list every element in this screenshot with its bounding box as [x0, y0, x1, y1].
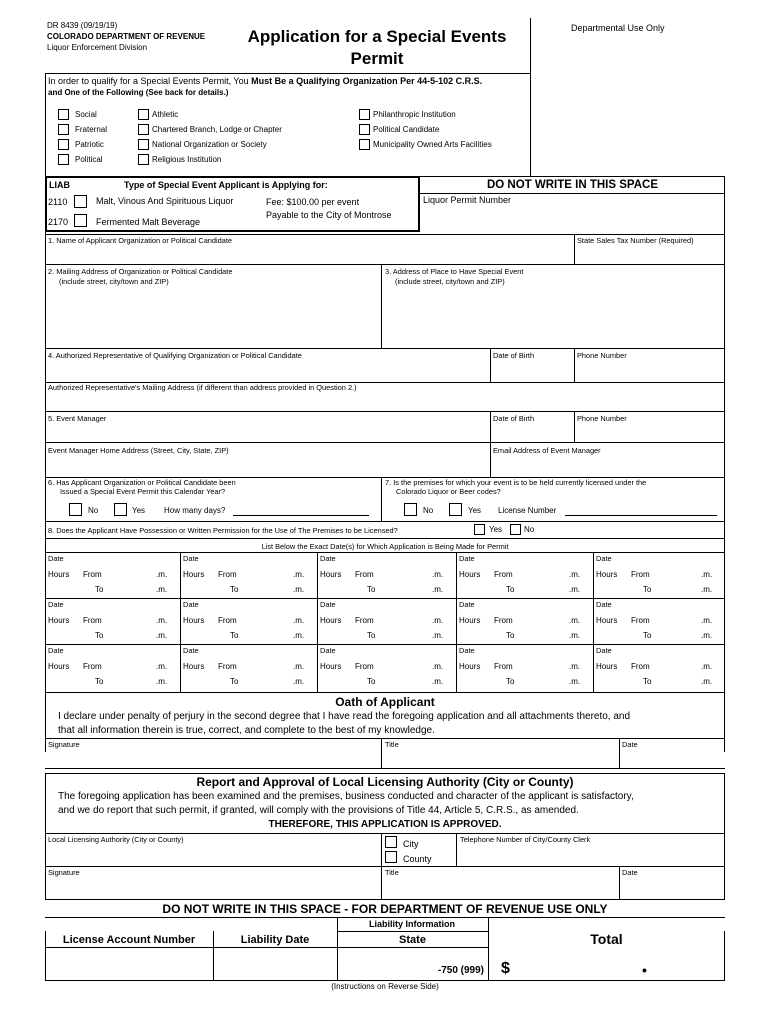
patriotic-label: Patriotic [75, 140, 104, 149]
q6-no-checkbox[interactable] [69, 503, 82, 516]
applicant-name-field[interactable] [48, 248, 572, 262]
from-label: From [631, 616, 650, 625]
mailing-address-field[interactable] [48, 290, 378, 345]
from-meridiem-label: .m. [293, 662, 305, 671]
philanthropic-checkbox[interactable] [359, 109, 370, 120]
licensing-authority-label: Local Licensing Authority (City or County) [48, 835, 184, 844]
hours-label: Hours [48, 570, 70, 579]
hours-label: Hours [596, 616, 618, 625]
to-meridiem-label: .m. [293, 677, 305, 686]
date-label: Date [183, 554, 199, 563]
dollar-sign: $ [501, 960, 510, 977]
q8-yes-label: Yes [489, 525, 503, 534]
to-label: To [643, 585, 652, 594]
to-meridiem-label: .m. [701, 631, 713, 640]
to-meridiem-label: .m. [432, 631, 444, 640]
manager-email-label: Email Address of Event Manager [493, 446, 601, 455]
sales-tax-number-label: State Sales Tax Number (Required) [577, 236, 694, 245]
division-name: Liquor Enforcement Division [47, 43, 148, 52]
philanthropic-label: Philanthropic Institution [373, 110, 456, 119]
report-heading: Report and Approval of Local Licensing Authority (City or County) [196, 775, 574, 789]
departmental-use-label: Departmental Use Only [571, 23, 665, 33]
municipality-arts-label: Municipality Owned Arts Facilities [373, 140, 492, 149]
county-label: County [403, 854, 432, 864]
form-title: Application for a Special Events [247, 27, 507, 46]
hours-label: Hours [320, 662, 342, 671]
to-meridiem-label: .m. [569, 585, 581, 594]
national-org-label: National Organization or Society [152, 140, 267, 149]
qualify-instruction: In order to qualify for a Special Events Permit, You Must Be a Qualifying Organization Per 44-5-102 C.R.S. [48, 76, 483, 86]
patriotic-checkbox[interactable] [58, 139, 69, 150]
hours-label: Hours [183, 570, 205, 579]
dates-heading: List Below the Exact Date(s) for Which Application is Being Made for Permit [261, 542, 509, 551]
clerk-telephone-label: Telephone Number of City/County Clerk [460, 835, 591, 844]
from-label: From [83, 570, 102, 579]
hours-label: Hours [459, 662, 481, 671]
q8-label: 8. Does the Applicant Have Possession or Written Permission for the Use of The Premises to be Licensed? [48, 526, 398, 535]
from-meridiem-label: .m. [156, 662, 168, 671]
hours-label: Hours [183, 662, 205, 671]
mailing-address-hint: (include street, city/town and ZIP) [59, 277, 169, 286]
manager-address-label: Event Manager Home Address (Street, City, State, ZIP) [48, 446, 229, 455]
liquor-permit-number-label: Liquor Permit Number [423, 195, 512, 205]
liab-code-2110: 2110 [48, 197, 68, 207]
chartered-branch-label: Chartered Branch, Lodge or Chapter [152, 125, 282, 134]
how-many-days-field[interactable] [233, 515, 369, 516]
to-meridiem-label: .m. [156, 677, 168, 686]
from-label: From [631, 662, 650, 671]
to-meridiem-label: .m. [569, 631, 581, 640]
state-code: -750 (999) [437, 965, 484, 976]
to-label: To [367, 677, 376, 686]
hours-label: Hours [596, 570, 618, 579]
q7-no-checkbox[interactable] [404, 503, 417, 516]
fermented-malt-label: Fermented Malt Beverage [96, 217, 201, 227]
license-number-label: License Number [498, 506, 557, 515]
from-label: From [218, 662, 237, 671]
applicant-name-label: 1. Name of Applicant Organization or Political Candidate [48, 236, 233, 245]
to-label: To [95, 585, 104, 594]
from-meridiem-label: .m. [432, 662, 444, 671]
date-label: Date [596, 554, 612, 563]
athletic-label: Athletic [152, 110, 179, 119]
to-meridiem-label: .m. [293, 585, 305, 594]
oath-signature-label: Signature [48, 740, 80, 749]
from-meridiem-label: .m. [156, 616, 168, 625]
manager-dob-label: Date of Birth [493, 414, 535, 423]
q6-label-2: Issued a Special Event Permit this Calendar Year? [60, 487, 226, 496]
event-address-hint: (include street, city/town and ZIP) [395, 277, 505, 286]
oath-text-2: that all information therein is true, correct, and complete to the best of my knowledge. [58, 725, 435, 736]
from-label: From [218, 570, 237, 579]
from-label: From [83, 662, 102, 671]
q6-label: 6. Has Applicant Organization or Political Candidate been [48, 478, 236, 487]
state-header: State [399, 934, 426, 946]
q8-no-checkbox[interactable] [510, 524, 521, 535]
hours-label: Hours [320, 570, 342, 579]
oath-title-field[interactable] [385, 751, 617, 766]
authorized-rep-label: 4. Authorized Representative of Qualifying Organization or Political Candidate [48, 351, 302, 360]
to-meridiem-label: .m. [701, 677, 713, 686]
date-label: Date [48, 554, 64, 563]
q8-no-label: No [524, 525, 535, 534]
fermented-malt-checkbox[interactable] [74, 214, 87, 227]
hours-label: Hours [459, 616, 481, 625]
oath-heading: Oath of Applicant [335, 695, 435, 709]
sales-tax-number-field[interactable] [577, 248, 722, 262]
q6-yes-checkbox[interactable] [114, 503, 127, 516]
q7-yes-label: Yes [468, 506, 482, 515]
city-checkbox[interactable] [385, 836, 397, 848]
municipality-arts-checkbox[interactable] [359, 139, 370, 150]
date-label: Date [320, 600, 336, 609]
to-label: To [230, 677, 239, 686]
q6-no-label: No [88, 506, 99, 515]
oath-date-label: Date [622, 740, 638, 749]
manager-phone-label: Phone Number [577, 414, 627, 423]
from-meridiem-label: .m. [293, 570, 305, 579]
form-title-line2: Permit [350, 49, 404, 68]
q7-yes-checkbox[interactable] [449, 503, 462, 516]
to-label: To [643, 677, 652, 686]
to-label: To [506, 585, 515, 594]
malt-vinous-spirituous-label: Malt, Vinous And Spirituous Liquor [96, 196, 234, 206]
decimal-point: • [642, 962, 647, 978]
social-label: Social [75, 110, 97, 119]
date-label: Date [48, 600, 64, 609]
liab-heading: Type of Special Event Applicant is Applying for: [124, 180, 328, 190]
how-many-days-label: How many days? [164, 506, 226, 515]
to-meridiem-label: .m. [293, 631, 305, 640]
do-not-write-heading: DO NOT WRITE IN THIS SPACE [486, 179, 658, 191]
political-label: Political [75, 155, 103, 164]
total-header: Total [590, 931, 623, 947]
date-label: Date [459, 554, 475, 563]
hours-label: Hours [48, 616, 70, 625]
q7-label: 7. Is the premises for which your event is to be held currently licensed under the [385, 478, 647, 487]
oath-title-label: Title [385, 740, 399, 749]
from-meridiem-label: .m. [293, 616, 305, 625]
to-label: To [367, 585, 376, 594]
malt-vinous-spirituous-checkbox[interactable] [74, 195, 87, 208]
from-meridiem-label: .m. [701, 570, 713, 579]
from-meridiem-label: .m. [569, 662, 581, 671]
dor-heading: DO NOT WRITE IN THIS SPACE - FOR DEPARTMENT OF REVENUE USE ONLY [162, 902, 608, 916]
date-label: Date [183, 600, 199, 609]
city-label: City [403, 839, 419, 849]
from-meridiem-label: .m. [569, 570, 581, 579]
social-checkbox[interactable] [58, 109, 69, 120]
hours-label: Hours [596, 662, 618, 671]
from-label: From [494, 570, 513, 579]
q6-yes-label: Yes [132, 506, 146, 515]
political-checkbox[interactable] [58, 154, 69, 165]
county-checkbox[interactable] [385, 851, 397, 863]
from-meridiem-label: .m. [701, 616, 713, 625]
instructions-footer: (Instructions on Reverse Side) [331, 982, 439, 991]
from-meridiem-label: .m. [156, 570, 168, 579]
mailing-address-label: 2. Mailing Address of Organization or Political Candidate [48, 267, 233, 276]
from-label: From [355, 570, 374, 579]
date-label: Date [459, 646, 475, 655]
date-label: Date [596, 646, 612, 655]
oath-date-field[interactable] [622, 751, 722, 766]
to-label: To [230, 631, 239, 640]
political-candidate-checkbox[interactable] [359, 124, 370, 135]
from-label: From [494, 662, 513, 671]
liability-info-label: Liability Information [368, 919, 455, 929]
chartered-branch-checkbox[interactable] [138, 124, 149, 135]
rep-dob-label: Date of Birth [493, 351, 535, 360]
to-meridiem-label: .m. [432, 677, 444, 686]
oath-text: I declare under penalty of perjury in the second degree that I have read the foregoing application and all attachments thereto, and [58, 711, 631, 722]
date-label: Date [596, 600, 612, 609]
license-account-number-header: License Account Number [62, 934, 196, 946]
oath-signature-field[interactable] [48, 751, 378, 766]
from-label: From [355, 616, 374, 625]
to-label: To [230, 585, 239, 594]
event-address-field[interactable] [385, 290, 721, 345]
liability-date-header: Liability Date [240, 934, 310, 946]
date-label: Date [183, 646, 199, 655]
from-meridiem-label: .m. [701, 662, 713, 671]
authority-signature-label: Signature [48, 868, 80, 877]
liab-code-2170: 2170 [48, 217, 69, 227]
approved-statement: THEREFORE, THIS APPLICATION IS APPROVED. [268, 819, 502, 830]
q8-yes-checkbox[interactable] [474, 524, 485, 535]
to-meridiem-label: .m. [156, 631, 168, 640]
date-label: Date [459, 600, 475, 609]
hours-label: Hours [48, 662, 70, 671]
rep-phone-label: Phone Number [577, 351, 627, 360]
to-label: To [95, 631, 104, 640]
from-meridiem-label: .m. [432, 616, 444, 625]
to-meridiem-label: .m. [701, 585, 713, 594]
event-address-label: 3. Address of Place to Have Special Event [385, 267, 524, 276]
report-text-2: and we do report that such permit, if granted, will comply with the provisions of Title 44, Article 5, C.R.S., as amended. [58, 805, 579, 816]
hours-label: Hours [320, 616, 342, 625]
payable-text: Payable to the City of Montrose [266, 210, 392, 220]
hours-label: Hours [459, 570, 481, 579]
q7-label-2: Colorado Liquor or Beer codes? [396, 487, 501, 496]
from-label: From [218, 616, 237, 625]
national-org-checkbox[interactable] [138, 139, 149, 150]
date-label: Date [320, 646, 336, 655]
fraternal-label: Fraternal [75, 125, 108, 134]
department-name: COLORADO DEPARTMENT OF REVENUE [47, 32, 206, 41]
hours-label: Hours [183, 616, 205, 625]
fee-text: Fee: $100.00 per event [266, 197, 360, 207]
to-label: To [643, 631, 652, 640]
to-label: To [95, 677, 104, 686]
authority-title-label: Title [385, 868, 399, 877]
date-label: Date [48, 646, 64, 655]
to-meridiem-label: .m. [432, 585, 444, 594]
to-label: To [506, 631, 515, 640]
from-meridiem-label: .m. [432, 570, 444, 579]
religious-checkbox[interactable] [138, 154, 149, 165]
license-number-field[interactable] [565, 515, 717, 516]
rep-mailing-address-label: Authorized Representative's Mailing Address (if different than address provided in Question 2.) [48, 383, 357, 392]
form-id: DR 8439 (09/19/19) [47, 21, 118, 30]
liab-label: LIAB [49, 180, 70, 190]
from-label: From [83, 616, 102, 625]
q7-no-label: No [423, 506, 434, 515]
political-candidate-label: Political Candidate [373, 125, 440, 134]
to-meridiem-label: .m. [569, 677, 581, 686]
date-label: Date [320, 554, 336, 563]
to-label: To [506, 677, 515, 686]
qualify-instruction-2: and One of the Following (See back for details.) [48, 88, 229, 97]
religious-label: Religious Institution [152, 155, 222, 164]
fraternal-checkbox[interactable] [58, 124, 69, 135]
to-meridiem-label: .m. [156, 585, 168, 594]
report-text: The foregoing application has been examined and the premises, business conducted and character of the applicant is satisfactory, [58, 791, 634, 802]
to-label: To [367, 631, 376, 640]
from-label: From [631, 570, 650, 579]
from-meridiem-label: .m. [569, 616, 581, 625]
from-label: From [355, 662, 374, 671]
athletic-checkbox[interactable] [138, 109, 149, 120]
authority-date-label: Date [622, 868, 638, 877]
from-label: From [494, 616, 513, 625]
event-manager-label: 5. Event Manager [48, 414, 107, 423]
